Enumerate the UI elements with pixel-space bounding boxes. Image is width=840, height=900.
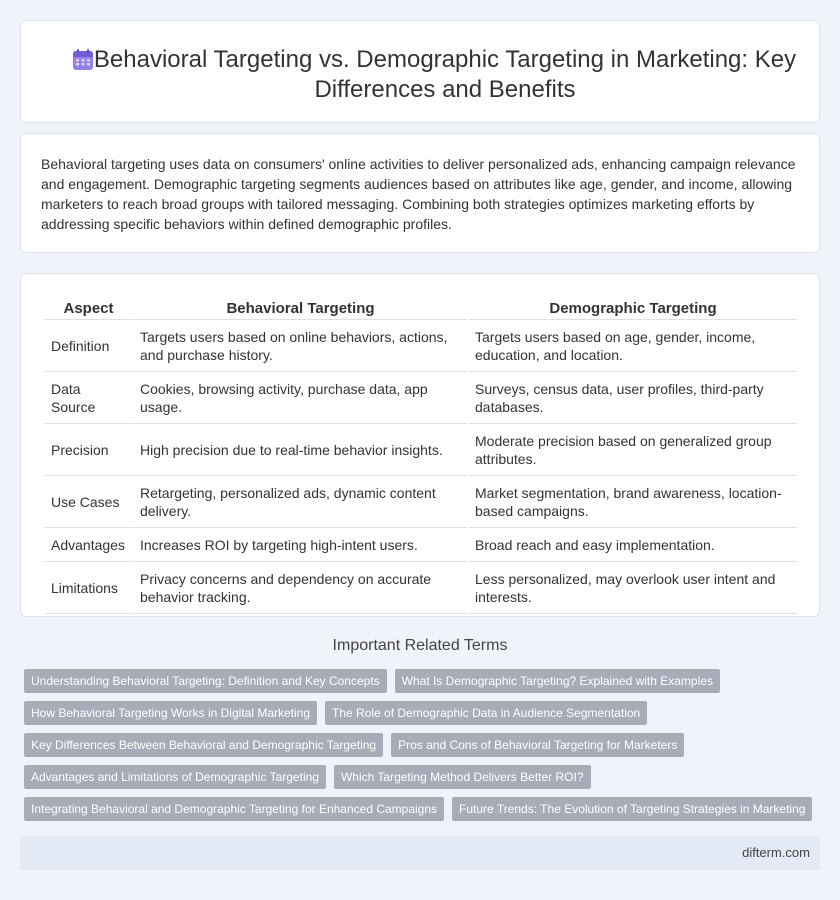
behavioral-cell: Cookies, browsing activity, purchase data, app usage. — [134, 372, 467, 424]
table-row — [45, 528, 797, 562]
related-term-link[interactable]: How Behavioral Targeting Works in Digital Marketing — [24, 701, 317, 725]
related-term-link[interactable]: Which Targeting Method Delivers Better ROI? — [334, 765, 591, 789]
demographic-cell: Less personalized, may overlook user intent and interests. — [469, 562, 797, 614]
table-row — [45, 562, 797, 614]
demographic-cell: Targets users based on age, gender, income, education, and location. — [469, 320, 797, 372]
behavioral-cell: Privacy concerns and dependency on accurate behavior tracking. — [134, 562, 467, 614]
header-behavioral: Behavioral Targeting — [134, 294, 467, 320]
intro-card — [20, 133, 820, 253]
aspect-cell: Advantages — [45, 528, 132, 562]
demographic-cell: Surveys, census data, user profiles, third-party databases. — [469, 372, 797, 424]
related-term-link[interactable]: Understanding Behavioral Targeting: Definition and Key Concepts — [24, 669, 387, 693]
behavioral-cell: High precision due to real-time behavior insights. — [134, 424, 467, 476]
behavioral-cell: Increases ROI by targeting high-intent users. — [134, 528, 467, 562]
table-row — [45, 320, 797, 372]
site-link[interactable]: difterm.com — [742, 845, 810, 860]
table-row — [45, 372, 797, 424]
table-row — [45, 424, 797, 476]
demographic-cell: Broad reach and easy implementation. — [469, 528, 797, 562]
aspect-cell: Data Source — [45, 372, 132, 424]
related-terms-heading: Important Related Terms — [332, 637, 508, 654]
aspect-cell: Limitations — [45, 562, 132, 614]
related-term-link[interactable]: Key Differences Between Behavioral and Demographic Targeting — [24, 733, 383, 757]
table-header-row — [45, 294, 797, 320]
footer — [20, 836, 820, 870]
page-title: Behavioral Targeting vs. Demographic Targeting in Marketing: Key Differences and Benefits — [93, 46, 797, 103]
related-term-link[interactable]: Pros and Cons of Behavioral Targeting for Marketers — [391, 733, 684, 757]
related-term-link[interactable]: Integrating Behavioral and Demographic Targeting for Enhanced Campaigns — [24, 797, 444, 821]
aspect-cell: Use Cases — [45, 476, 132, 528]
related-term-link[interactable]: What Is Demographic Targeting? Explained with Examples — [395, 669, 720, 693]
header-aspect: Aspect — [45, 294, 132, 320]
aspect-cell: Definition — [45, 320, 132, 372]
related-term-link[interactable]: The Role of Demographic Data in Audience Segmentation — [325, 701, 647, 725]
related-term-link[interactable]: Advantages and Limitations of Demographic Targeting — [24, 765, 326, 789]
behavioral-cell: Targets users based on online behaviors, actions, and purchase history. — [134, 320, 467, 372]
demographic-cell: Moderate precision based on generalized group attributes. — [469, 424, 797, 476]
intro-paragraph: Behavioral targeting uses data on consumers' online activities to deliver personalized ads, enhancing campaign relevance and engagement. Demographic targeting segments audiences based on attributes like age, gender, and income, allowing marketers to reach broad groups with tailored messaging. Combining both strategies optimizes marketing efforts by addressing specific behaviors within defined demographic profiles. — [41, 156, 796, 232]
table-row — [45, 476, 797, 528]
demographic-cell: Market segmentation, brand awareness, location-based campaigns. — [469, 476, 797, 528]
aspect-cell: Precision — [45, 424, 132, 476]
behavioral-cell: Retargeting, personalized ads, dynamic content delivery. — [134, 476, 467, 528]
comparison-table — [43, 294, 799, 614]
comparison-card — [20, 273, 820, 617]
title-card — [20, 20, 820, 123]
related-terms-list — [24, 669, 824, 821]
header-demographic: Demographic Targeting — [469, 294, 797, 320]
related-term-link[interactable]: Future Trends: The Evolution of Targeting Strategies in Marketing — [452, 797, 812, 821]
